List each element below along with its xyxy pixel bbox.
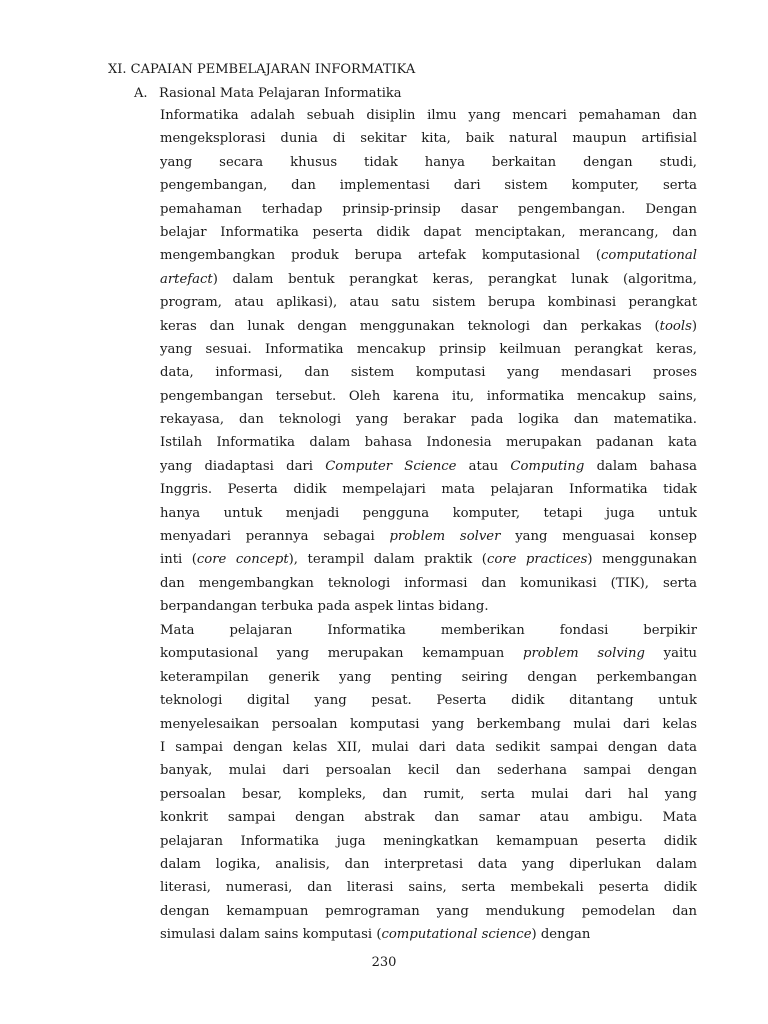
- italic-term: computational science: [381, 927, 532, 943]
- text-run: menyadari perannya sebagai: [160, 529, 390, 545]
- text-line: [160, 923, 697, 946]
- italic-term: core practices: [486, 552, 588, 568]
- italic-term: artefact: [160, 271, 213, 287]
- text-line: [160, 151, 697, 174]
- italic-term: Computer Science: [325, 458, 457, 474]
- text-line: [160, 525, 697, 548]
- italic-term: computational: [601, 248, 697, 264]
- text-run: yang diadaptasi dari: [160, 458, 326, 474]
- text-run: Istilah Informatika dalam bahasa Indonesia merupakan padanan kata: [160, 435, 697, 451]
- subsection-letter: A.: [134, 86, 148, 101]
- text-run: program, atau aplikasi), atau satu sistem berupa kombinasi perangkat: [160, 295, 697, 311]
- text-line: [160, 806, 697, 829]
- text-run: keterampilan generik yang penting seiring dengan perkembangan: [160, 669, 697, 685]
- text-line: [160, 127, 697, 150]
- text-run: konkrit sampai dengan abstrak dan samar atau ambigu. Mata: [160, 810, 697, 826]
- text-line: [160, 268, 697, 291]
- text-line: [160, 783, 697, 806]
- text-run: belajar Informatika peserta didik dapat menciptakan, merancang, dan: [160, 224, 697, 240]
- text-run: yang sesuai. Informatika mencakup prinsip keilmuan perangkat keras,: [160, 341, 697, 357]
- text-run: ) menggunakan: [587, 552, 697, 568]
- text-line: [160, 174, 697, 197]
- italic-term: problem solver: [389, 529, 501, 545]
- text-line: [160, 853, 697, 876]
- text-line: [160, 572, 697, 595]
- text-run: Informatika adalah sebuah disiplin ilmu yang mencari pemahaman dan: [160, 108, 697, 123]
- text-run: pengembangan tersebut. Oleh karena itu, informatika mencakup sains,: [160, 388, 697, 404]
- text-run: berpandangan terbuka pada aspek lintas bidang.: [160, 599, 489, 615]
- text-run: inti (: [160, 552, 197, 568]
- text-run: dengan kemampuan pemrograman yang mendukung pemodelan dan: [160, 903, 697, 919]
- text-run: komputasional yang merupakan kemampuan: [160, 646, 523, 662]
- text-line: [160, 876, 697, 899]
- text-line: [160, 830, 697, 853]
- text-run: Mata pelajaran Informatika memberikan fondasi berpikir: [160, 623, 697, 638]
- italic-term: tools: [659, 318, 692, 334]
- text-line: [160, 431, 697, 454]
- text-line: [160, 198, 697, 221]
- text-run: teknologi digital yang pesat. Peserta didik ditantang untuk: [160, 693, 697, 709]
- text-line: [160, 595, 697, 618]
- italic-term: problem solving: [523, 646, 645, 662]
- text-line: [160, 478, 697, 501]
- text-run: yaitu: [644, 646, 697, 662]
- text-line: [160, 502, 697, 525]
- text-line: [160, 736, 697, 759]
- page-number: 230: [371, 955, 397, 970]
- text-run: pengembangan, dan implementasi dari sistem komputer, serta: [160, 178, 697, 194]
- text-run: dalam bahasa: [584, 458, 697, 474]
- text-run: rekayasa, dan teknologi yang berakar pada logika dan matematika.: [160, 412, 697, 428]
- text-run: hanya untuk menjadi pengguna komputer, tetapi juga untuk: [160, 505, 697, 521]
- text-run: pelajaran Informatika juga meningkatkan kemampuan peserta didik: [160, 833, 697, 849]
- paragraph-2: [160, 619, 697, 946]
- text-line: [160, 619, 697, 642]
- text-line: [160, 455, 697, 478]
- text-line: [160, 221, 697, 244]
- text-run: dan mengembangkan teknologi informasi dan komunikasi (TIK), serta: [160, 575, 697, 591]
- text-run: ) dengan: [531, 927, 591, 943]
- text-line: [160, 104, 697, 127]
- text-run: yang secara khusus tidak hanya berkaitan dengan studi,: [160, 154, 697, 170]
- text-line: [160, 713, 697, 736]
- text-run: ) dalam bentuk perangkat keras, perangkat lunak (algoritma,: [212, 271, 697, 287]
- text-run: yang menguasai konsep: [500, 529, 697, 545]
- text-run: I sampai dengan kelas XII, mulai dari data sedikit sampai dengan data: [160, 739, 697, 755]
- text-run: mengeksplorasi dunia di sekitar kita, baik natural maupun artifisial: [160, 131, 697, 147]
- text-run: Inggris. Peserta didik mempelajari mata pelajaran Informatika tidak: [160, 482, 697, 498]
- text-line: [160, 900, 697, 923]
- text-run: menyelesaikan persoalan komputasi yang berkembang mulai dari kelas: [160, 716, 697, 732]
- text-run: ): [691, 318, 697, 334]
- text-line: [160, 244, 697, 267]
- text-run: simulasi dalam sains komputasi (: [160, 927, 382, 943]
- text-line: [160, 291, 697, 314]
- text-run: atau: [456, 458, 511, 474]
- italic-term: core concept: [196, 552, 289, 568]
- text-line: [160, 689, 697, 712]
- text-line: [160, 548, 697, 571]
- text-run: mengembangkan produk berupa artefak komputasional (: [160, 248, 602, 264]
- paragraph-1: [160, 104, 697, 619]
- text-run: ), terampil dalam praktik (: [288, 552, 487, 568]
- text-run: banyak, mulai dari persoalan kecil dan sederhana sampai dengan: [160, 763, 697, 779]
- text-run: literasi, numerasi, dan literasi sains, serta membekali peserta didik: [160, 880, 697, 896]
- text-line: [160, 759, 697, 782]
- text-line: [160, 642, 697, 665]
- italic-term: Computing: [510, 458, 585, 474]
- section-heading: XI. CAPAIAN PEMBELAJARAN INFORMATIKA: [108, 62, 416, 77]
- subsection-title: Rasional Mata Pelajaran Informatika: [159, 86, 402, 101]
- text-run: data, informasi, dan sistem komputasi yang mendasari proses: [160, 365, 697, 381]
- text-line: [160, 338, 697, 361]
- text-line: [160, 315, 697, 338]
- text-line: [160, 666, 697, 689]
- text-line: [160, 361, 697, 384]
- subsection-heading: [134, 85, 402, 103]
- text-run: dalam logika, analisis, dan interpretasi data yang diperlukan dalam: [160, 856, 697, 872]
- text-run: keras dan lunak dengan menggunakan teknologi dan perkakas (: [160, 318, 660, 334]
- text-line: [160, 385, 697, 408]
- text-line: [160, 408, 697, 431]
- text-run: persoalan besar, kompleks, dan rumit, serta mulai dari hal yang: [160, 786, 697, 802]
- text-run: pemahaman terhadap prinsip-prinsip dasar pengembangan. Dengan: [160, 201, 697, 217]
